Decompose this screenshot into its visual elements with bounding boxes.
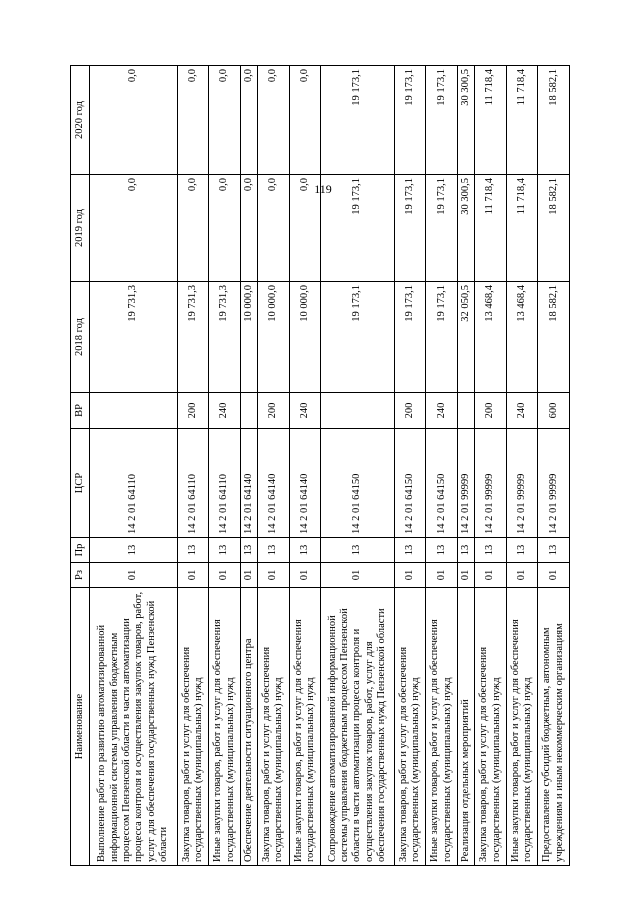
row-name: Закупка товаров, работ и услуг для обеспечения государственных (муниципальных) нужд [394,588,426,866]
row-vr [240,393,257,429]
row-2019: 0,0 [258,175,290,282]
row-rz: 01 [177,563,209,588]
row-name: Иные закупки товаров, работ и услуг для обеспечения государственных (муниципальных) нужд [289,588,321,866]
row-vr: 240 [506,393,538,429]
row-2020: 30 300,5 [457,66,474,175]
row-vr: 200 [475,393,507,429]
row-pr: 13 [289,538,321,563]
row-name: Реализация отдельных мероприятий [457,588,474,866]
row-2018: 13 468,4 [475,282,507,393]
row-2019: 0,0 [177,175,209,282]
row-rz: 01 [457,563,474,588]
row-2019: 19 173,1 [426,175,458,282]
row-name: Выполнение работ по развитию автоматизированной информационной системы управления бюджетным процессом Пензенской области в части автоматизации процесса контроля и осуществления закупок товаров, работ, услуг для обеспечения государственных нужд Пензенской области [90,588,178,866]
row-vr: 600 [538,393,570,429]
table-row [289,66,321,866]
table-row [394,66,426,866]
row-vr [321,393,395,429]
header-vr: ВР [71,393,90,429]
header-2018: 2018 год [71,282,90,393]
row-pr: 13 [538,538,570,563]
row-2018: 19 731,3 [90,282,178,393]
budget-table [70,65,570,866]
row-2019: 18 582,1 [538,175,570,282]
row-rz: 01 [90,563,178,588]
row-name: Закупка товаров, работ и услуг для обеспечения государственных (муниципальных) нужд [475,588,507,866]
row-pr: 13 [177,538,209,563]
row-2018: 18 582,1 [538,282,570,393]
row-2018: 10 000,0 [240,282,257,393]
row-name: Иные закупки товаров, работ и услуг для обеспечения государственных (муниципальных) нужд [426,588,458,866]
table-row [506,66,538,866]
row-2019: 0,0 [90,175,178,282]
row-csr: 14 2 01 64140 [289,429,321,538]
row-csr: 14 2 01 64110 [177,429,209,538]
row-name: Сопровождение автоматизированной информационной системы управления бюджетным процессом Пензенской области в части автоматизации процесса контроля и осуществления закупок товаров, работ, услуг для обеспечения государственных нужд Пензенской области [321,588,395,866]
table-row [177,66,209,866]
row-2018: 19 173,1 [321,282,395,393]
row-rz: 01 [394,563,426,588]
row-2020: 11 718,4 [506,66,538,175]
row-csr: 14 2 01 64110 [90,429,178,538]
row-csr: 14 2 01 99999 [506,429,538,538]
row-2018: 19 731,3 [209,282,241,393]
row-vr: 240 [426,393,458,429]
row-name: Закупка товаров, работ и услуг для обеспечения государственных (муниципальных) нужд [258,588,290,866]
row-pr: 13 [209,538,241,563]
row-rz: 01 [209,563,241,588]
row-2018: 19 173,1 [394,282,426,393]
table-row [426,66,458,866]
row-pr: 13 [475,538,507,563]
header-name: Наименование [71,588,90,866]
row-csr: 14 2 01 64110 [209,429,241,538]
header-2020: 2020 год [71,66,90,175]
row-2020: 19 173,1 [321,66,395,175]
row-rz: 01 [289,563,321,588]
row-2019: 19 173,1 [394,175,426,282]
row-2019: 11 718,4 [506,175,538,282]
row-2020: 0,0 [289,66,321,175]
header-2019: 2019 год [71,175,90,282]
row-vr: 240 [209,393,241,429]
table-row [321,66,395,866]
header-rz: Рз [71,563,90,588]
row-name: Обеспечение деятельности ситуационного центра [240,588,257,866]
row-2019: 0,0 [289,175,321,282]
row-name: Закупка товаров, работ и услуг для обеспечения государственных (муниципальных) нужд [177,588,209,866]
table-row [240,66,257,866]
rotated-table-frame [70,66,570,866]
row-pr: 13 [394,538,426,563]
row-csr: 14 2 01 64150 [394,429,426,538]
row-rz: 01 [475,563,507,588]
row-name: Предоставление субсидий бюджетным, автономным учреждениям и иным некоммерческим организациям [538,588,570,866]
table-row [538,66,570,866]
row-2020: 0,0 [177,66,209,175]
row-2018: 32 050,5 [457,282,474,393]
row-2019: 11 718,4 [475,175,507,282]
row-vr [90,393,178,429]
row-csr: 14 2 01 99999 [457,429,474,538]
table-row [258,66,290,866]
row-2018: 19 173,1 [426,282,458,393]
row-name: Иные закупки товаров, работ и услуг для обеспечения государственных (муниципальных) нужд [209,588,241,866]
row-csr: 14 2 01 99999 [475,429,507,538]
row-vr: 200 [177,393,209,429]
row-2019: 19 173,1 [321,175,395,282]
row-2018: 10 000,0 [289,282,321,393]
row-csr: 14 2 01 64150 [426,429,458,538]
row-pr: 13 [90,538,178,563]
row-pr: 13 [457,538,474,563]
row-csr: 14 2 01 64140 [258,429,290,538]
row-2019: 0,0 [240,175,257,282]
row-csr: 14 2 01 64150 [321,429,395,538]
row-vr [457,393,474,429]
row-2020: 19 173,1 [394,66,426,175]
row-rz: 01 [258,563,290,588]
row-rz: 01 [321,563,395,588]
row-2018: 13 468,4 [506,282,538,393]
row-pr: 13 [426,538,458,563]
table-row [209,66,241,866]
table-row [90,66,178,866]
row-2020: 0,0 [240,66,257,175]
row-2020: 19 173,1 [426,66,458,175]
row-csr: 14 2 01 99999 [538,429,570,538]
rotated-table-container [70,66,570,866]
row-rz: 01 [506,563,538,588]
row-2020: 11 718,4 [475,66,507,175]
row-rz: 01 [538,563,570,588]
row-csr: 14 2 01 64140 [240,429,257,538]
header-pr: Пр [71,538,90,563]
row-2019: 30 300,5 [457,175,474,282]
row-pr: 13 [240,538,257,563]
row-2018: 19 731,3 [177,282,209,393]
row-2020: 0,0 [90,66,178,175]
row-2020: 0,0 [209,66,241,175]
header-csr: ЦСР [71,429,90,538]
row-vr: 200 [394,393,426,429]
table-row [457,66,474,866]
row-vr: 240 [289,393,321,429]
row-name: Иные закупки товаров, работ и услуг для обеспечения государственных (муниципальных) нужд [506,588,538,866]
row-rz: 01 [240,563,257,588]
row-vr: 200 [258,393,290,429]
page-number: 119 [314,182,332,196]
table-header-row [71,66,90,866]
row-pr: 13 [321,538,395,563]
row-rz: 01 [426,563,458,588]
row-2020: 0,0 [258,66,290,175]
table-row [475,66,507,866]
row-pr: 13 [506,538,538,563]
row-2020: 18 582,1 [538,66,570,175]
row-2019: 0,0 [209,175,241,282]
row-2018: 10 000,0 [258,282,290,393]
row-pr: 13 [258,538,290,563]
